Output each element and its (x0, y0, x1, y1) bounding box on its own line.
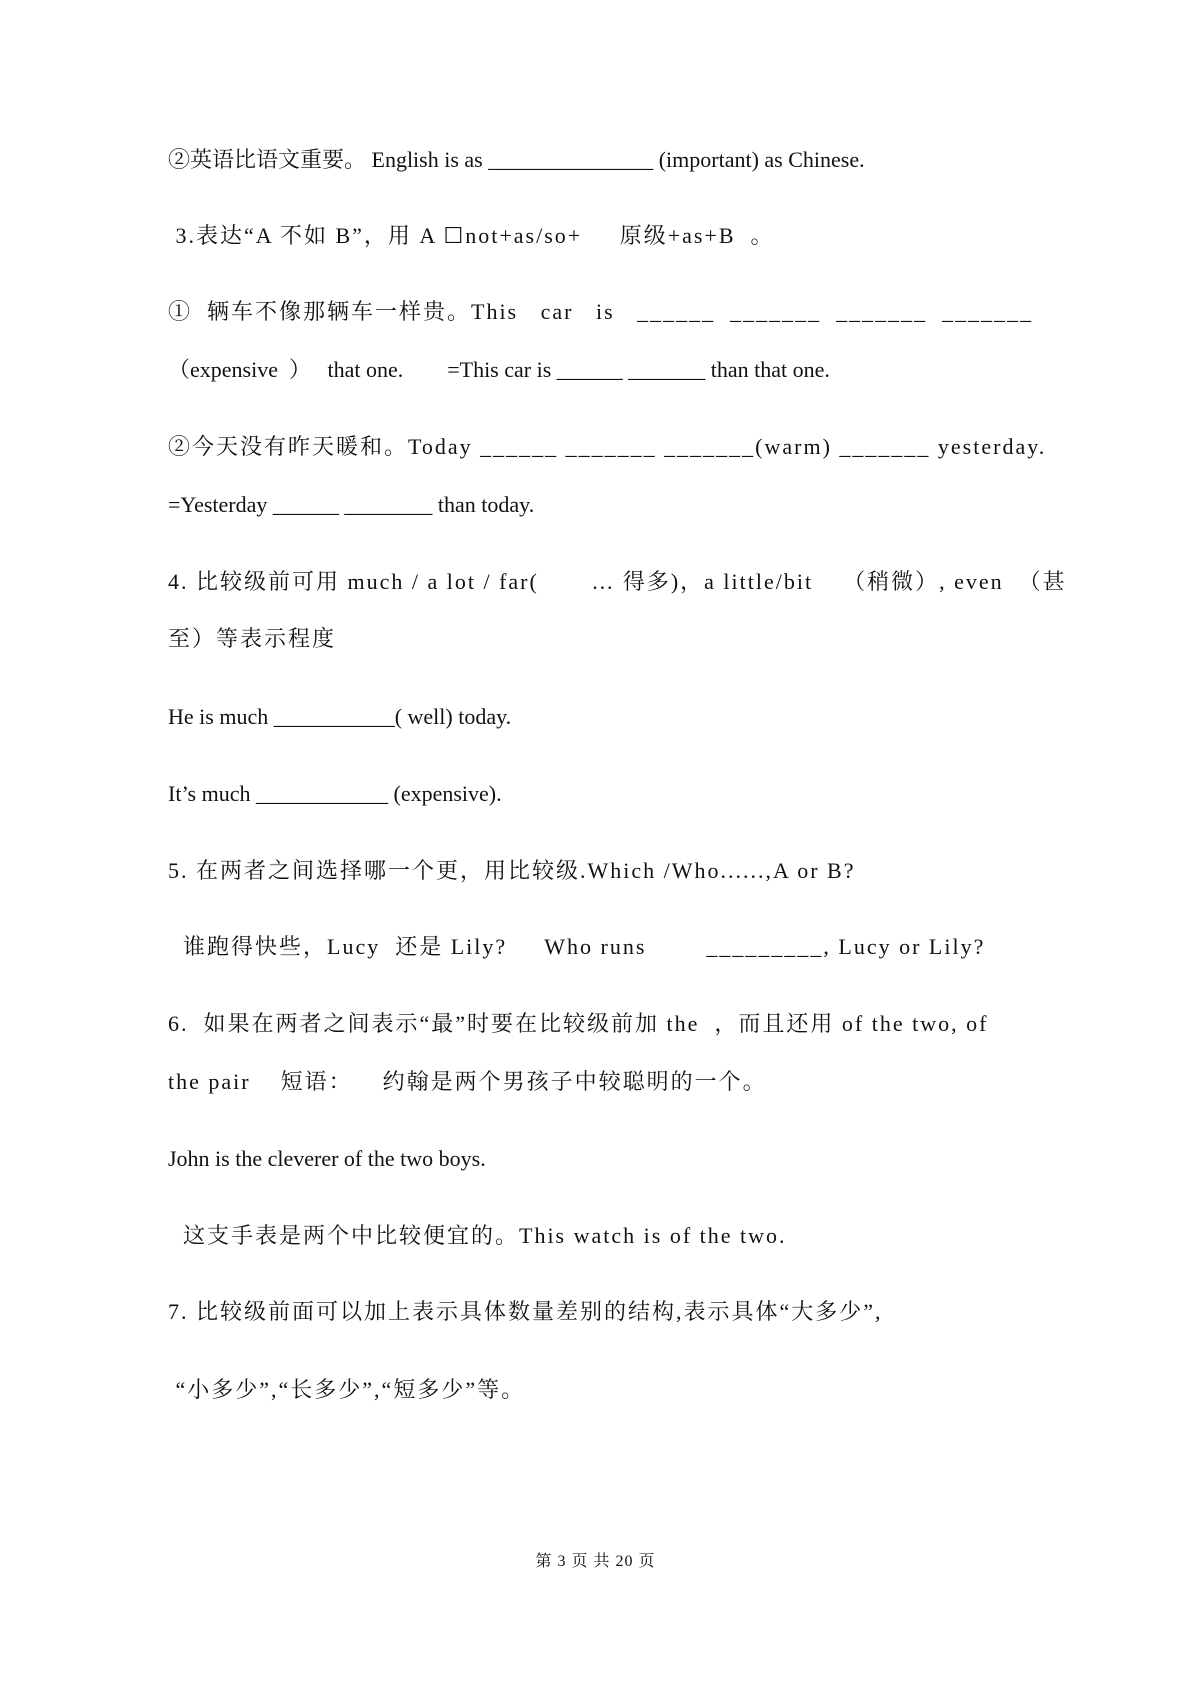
text-line-10: It’s much ____________ (expensive). (168, 781, 502, 806)
page-footer: 第 3 页 共 20 页 (535, 1553, 656, 1570)
text-line-9: He is much ___________( well) today. (168, 704, 512, 729)
text-line-4: （expensive ） that one. =This car is ______ _______ than that one. (168, 357, 830, 382)
text-line-3: ① 辆车不像那辆车一样贵。This car is ______ _______ _______ _______ (168, 299, 1034, 324)
text-line-11: 5. 在两者之间选择哪一个更，用比较级.Which /Who......,A or B? (168, 858, 856, 883)
text-line-18: “小多少”,“长多少”,“短多少”等。 (168, 1377, 526, 1402)
text-line-16: 这支手表是两个中比较便宜的。This watch is of the two. (168, 1223, 787, 1248)
text-line-6: =Yesterday ______ ________ than today. (168, 492, 535, 517)
text-line-5: ②今天没有昨天暖和。Today ______ _______ _______(warm) _______ yesterday. (168, 434, 1047, 459)
text-line-13: 6. 如果在两者之间表示“最”时要在比较级前加 the ，而且还用 of the two, of (168, 1011, 989, 1036)
text-line-7: 4. 比较级前可用 much / a lot / far( … 得多)，a little/bit （稍微）, even （甚 (168, 569, 1067, 594)
text-line-14: the pair 短语： 约翰是两个男孩子中较聪明的一个。 (168, 1069, 767, 1094)
text-line-2: 3.表达“A 不如 B”，用 A ☐not+as/so+ 原级+as+B 。 (168, 223, 775, 248)
text-line-15: John is the cleverer of the two boys. (168, 1146, 486, 1171)
text-line-1: ②英语比语文重要。 English is as _______________ (important) as Chinese. (168, 147, 865, 172)
text-line-8: 至）等表示程度 (168, 626, 337, 651)
text-line-12: 谁跑得快些，Lucy 还是 Lily? Who runs _________, Lucy or Lily? (168, 934, 986, 959)
text-line-17: 7. 比较级前面可以加上表示具体数量差别的结构,表示具体“大多少”, (168, 1299, 883, 1324)
